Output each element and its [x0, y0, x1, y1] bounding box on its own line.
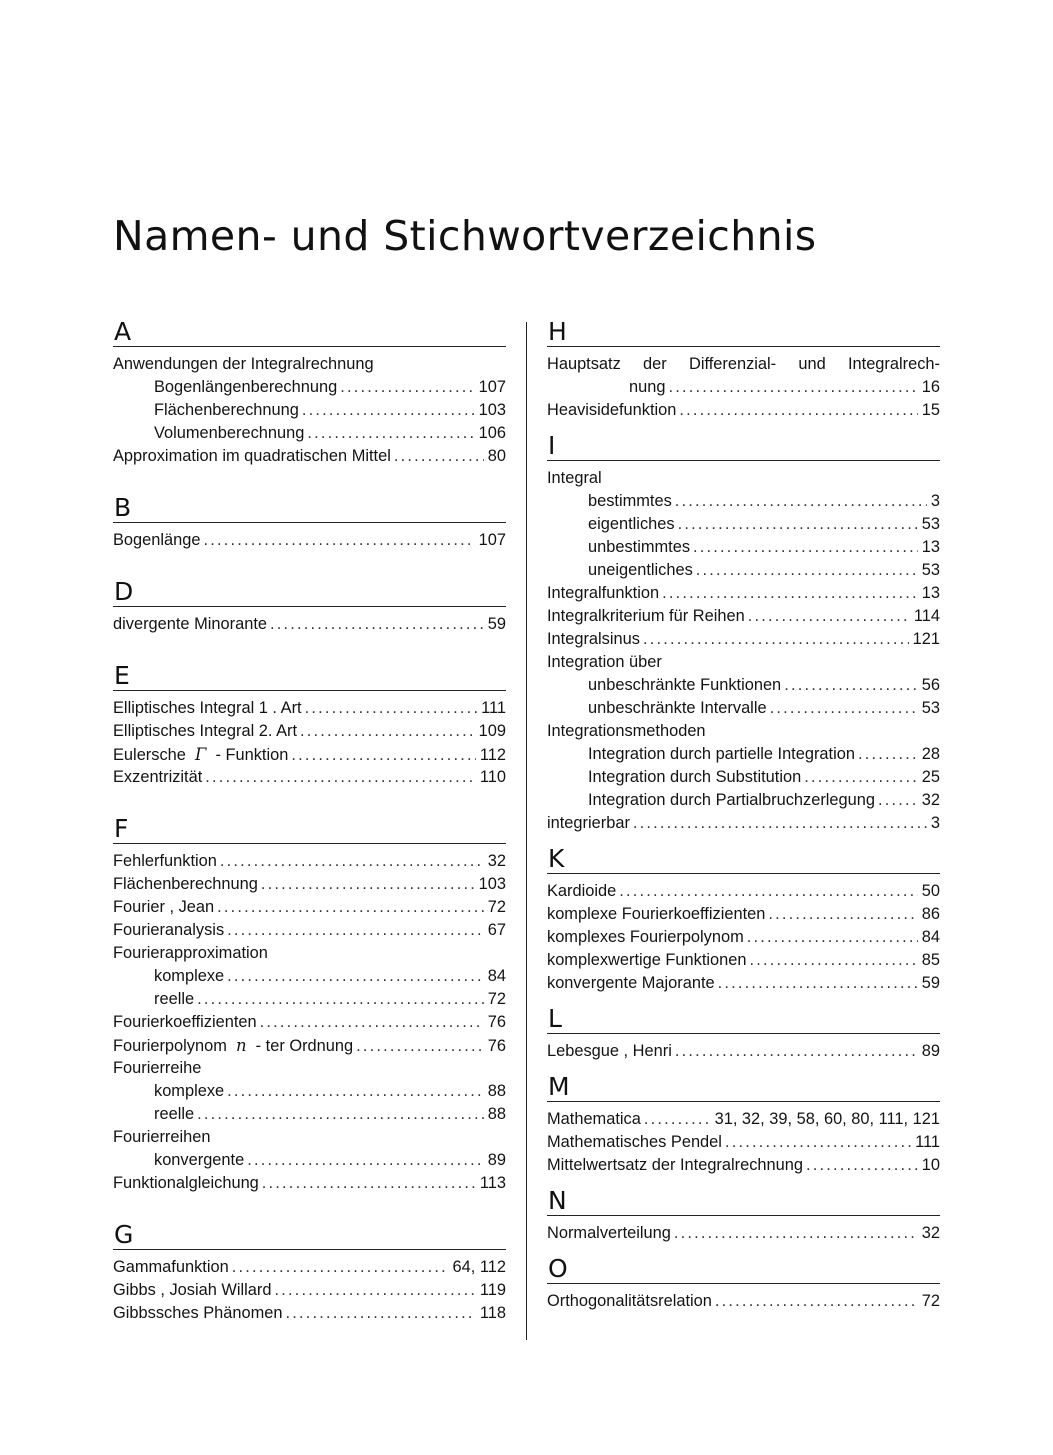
- index-subentry: [113, 376, 506, 399]
- entry-name: Anwendungen der Integralrechnung: [113, 355, 374, 373]
- entry-name: Volumenberechnung: [154, 424, 305, 442]
- index-entry: [113, 850, 506, 873]
- entry-name: Fourieranalysis: [113, 921, 225, 939]
- index-entry: [547, 880, 940, 903]
- entry-name: Flächenberechnung: [113, 875, 258, 893]
- index-entry: [547, 582, 940, 605]
- index-entry: [113, 919, 506, 942]
- entry-name: Integration durch Partialbruchzerlegung: [588, 791, 876, 809]
- leader-dots: [197, 988, 484, 1011]
- entry-page: 50: [921, 882, 940, 900]
- leader-dots: [232, 1256, 449, 1279]
- entry-page: 86: [921, 905, 940, 923]
- index-subentry: [547, 513, 940, 536]
- entry-page: 32: [487, 852, 506, 870]
- entry-page: 28: [921, 745, 940, 763]
- leader-dots: [260, 1011, 484, 1034]
- entry-page: 88: [487, 1105, 506, 1123]
- entry-name: Integration durch Substitution: [588, 768, 802, 786]
- index-subentry: [547, 559, 940, 582]
- index-entry: [547, 467, 940, 490]
- index-column-right: [547, 316, 940, 1313]
- leader-dots: [205, 766, 476, 789]
- index-entry: [113, 1279, 506, 1302]
- entry-page: 10: [921, 1156, 940, 1174]
- index-section-d: [113, 576, 506, 636]
- entry-page: 89: [487, 1151, 506, 1169]
- entry-page: 16: [921, 378, 940, 396]
- entry-page: 25: [921, 768, 940, 786]
- entry-name: komplexes Fourierpolynom: [547, 928, 744, 946]
- gamma-symbol: Γ: [195, 745, 207, 764]
- entry-name: komplexwertige Funktionen: [547, 951, 747, 969]
- section-letter-d: D: [113, 576, 506, 607]
- entry-name: komplexe Fourierkoeffizienten: [547, 905, 766, 923]
- entry-name: Integration über: [547, 653, 662, 671]
- entry-page: 72: [921, 1292, 940, 1310]
- entry-name: nung: [629, 378, 666, 396]
- index-section-o: [547, 1253, 940, 1313]
- entry-name: komplexe: [154, 1082, 225, 1100]
- column-divider: [526, 322, 527, 1340]
- entry-page: 59: [487, 615, 506, 633]
- index-entry: [547, 720, 940, 743]
- index-subentry: [547, 789, 940, 812]
- leader-dots: [858, 743, 918, 766]
- index-entry: [113, 1011, 506, 1034]
- entry-name-part: - Funktion: [215, 746, 289, 764]
- entry-name: komplexe: [154, 967, 225, 985]
- entry-page: 59: [921, 974, 940, 992]
- index-entry: [547, 903, 940, 926]
- entry-page: 119: [479, 1281, 506, 1299]
- leader-dots: [662, 582, 918, 605]
- entry-name: Elliptisches Integral 1 . Art: [113, 699, 302, 717]
- entry-name: Fourierreihe: [113, 1059, 202, 1077]
- leader-dots: [300, 720, 475, 743]
- leader-dots: [197, 1103, 484, 1126]
- entry-page: 107: [478, 531, 506, 549]
- section-letter-f: F: [113, 813, 506, 844]
- index-entry: [113, 353, 506, 376]
- entry-name: Fourierapproximation: [113, 944, 268, 962]
- section-letter-n: N: [547, 1185, 940, 1216]
- entry-name: Funktionalgleichung: [113, 1174, 259, 1192]
- entry-name: Kardioide: [547, 882, 617, 900]
- entry-name-part: Eulersche: [113, 746, 186, 764]
- index-entry: [547, 1290, 940, 1313]
- entry-page: 64, 112: [452, 1258, 506, 1276]
- index-subentry: [113, 399, 506, 422]
- index-entry: [547, 1108, 940, 1131]
- leader-dots: [770, 697, 918, 720]
- leader-dots: [718, 972, 918, 995]
- entry-page: 85: [921, 951, 940, 969]
- entry-name: Heavisidefunktion: [547, 401, 677, 419]
- leader-dots: [394, 445, 484, 468]
- entry-page: 111: [481, 699, 506, 717]
- leader-dots: [675, 490, 927, 513]
- index-section-i: [547, 430, 940, 835]
- leader-dots: [804, 766, 918, 789]
- leader-dots: [678, 513, 918, 536]
- index-entry: [113, 942, 506, 965]
- entry-word: der: [643, 355, 667, 373]
- leader-dots: [270, 613, 484, 636]
- index-subentry: [547, 743, 940, 766]
- index-entry: [547, 605, 940, 628]
- index-subentry: [113, 988, 506, 1011]
- index-entry: [113, 445, 506, 468]
- entry-name: Integral: [547, 469, 602, 487]
- entry-name: unbestimmtes: [588, 538, 691, 556]
- entry-name: Integralsinus: [547, 630, 640, 648]
- entry-page: 13: [921, 584, 940, 602]
- entry-page: 32: [921, 1224, 940, 1242]
- index-subentry: [113, 422, 506, 445]
- leader-dots: [768, 903, 917, 926]
- entry-page: 53: [921, 699, 940, 717]
- entry-word: und: [798, 355, 826, 373]
- entry-name: Gibbssches Phänomen: [113, 1304, 283, 1322]
- entry-name: Fehlerfunktion: [113, 852, 217, 870]
- index-subentry: [113, 1149, 506, 1172]
- section-letter-h: H: [547, 316, 940, 347]
- index-subentry: [547, 536, 940, 559]
- leader-dots: [302, 399, 475, 422]
- leader-dots: [619, 880, 918, 903]
- entry-name: eigentliches: [588, 515, 675, 533]
- entry-page: 72: [487, 898, 506, 916]
- leader-dots: [750, 949, 918, 972]
- index-entry: [113, 1126, 506, 1149]
- leader-dots: [747, 926, 918, 949]
- leader-dots: [305, 697, 477, 720]
- index-section-g: [113, 1219, 506, 1325]
- index-section-h: [547, 316, 940, 422]
- entry-name: Fourierkoeffizienten: [113, 1013, 257, 1031]
- leader-dots: [217, 896, 484, 919]
- section-letter-a: A: [113, 316, 506, 347]
- leader-dots: [204, 529, 475, 552]
- leader-dots: [643, 628, 909, 651]
- index-entry: [547, 972, 940, 995]
- index-section-k: [547, 843, 940, 995]
- entry-page: 53: [921, 561, 940, 579]
- index-entry: [547, 628, 940, 651]
- leader-dots: [693, 536, 918, 559]
- section-letter-k: K: [547, 843, 940, 874]
- entry-page: 3: [930, 814, 940, 832]
- section-letter-e: E: [113, 660, 506, 691]
- index-entry: [547, 1131, 940, 1154]
- index-entry: [113, 743, 506, 766]
- leader-dots: [679, 399, 917, 422]
- index-entry: [113, 1302, 506, 1325]
- entry-name: reelle: [154, 990, 195, 1008]
- leader-dots: [227, 919, 484, 942]
- index-entry: [113, 1172, 506, 1195]
- leader-dots: [878, 789, 918, 812]
- index-subentry: [547, 674, 940, 697]
- entry-name: Integration durch partielle Integration: [588, 745, 855, 763]
- entry-page: 113: [479, 1174, 506, 1192]
- entry-page: 72: [487, 990, 506, 1008]
- index-entry: [113, 896, 506, 919]
- entry-name: konvergente: [154, 1151, 245, 1169]
- index-section-f: [113, 813, 506, 1195]
- leader-dots: [668, 376, 917, 399]
- entry-name: Integralfunktion: [547, 584, 660, 602]
- entry-name: uneigentliches: [588, 561, 693, 579]
- page-title: Namen- und Stichwortverzeichnis: [113, 212, 817, 260]
- leader-dots: [227, 965, 484, 988]
- leader-dots: [696, 559, 918, 582]
- entry-name: Mathematica: [547, 1110, 641, 1128]
- index-entry: [113, 873, 506, 896]
- index-entry: [113, 613, 506, 636]
- leader-dots: [340, 376, 474, 399]
- leader-dots: [674, 1222, 918, 1245]
- entry-page: 109: [478, 722, 506, 740]
- entry-page: 121: [912, 630, 940, 648]
- index-entry: [113, 766, 506, 789]
- section-letter-g: G: [113, 1219, 506, 1250]
- entry-name: divergente Minorante: [113, 615, 267, 633]
- section-letter-b: B: [113, 492, 506, 523]
- leader-dots: [220, 850, 484, 873]
- entry-page: 103: [478, 401, 506, 419]
- index-subentry: [113, 965, 506, 988]
- index-subentry: [547, 490, 940, 513]
- entry-page: 89: [921, 1042, 940, 1060]
- index-subentry: [547, 766, 940, 789]
- entry-name: [113, 1034, 353, 1058]
- entry-page: 84: [921, 928, 940, 946]
- entry-name: Bogenlänge: [113, 531, 201, 549]
- leader-dots: [784, 674, 918, 697]
- entry-name: Normalverteilung: [547, 1224, 671, 1242]
- index-subentry: [547, 697, 940, 720]
- entry-page: 13: [921, 538, 940, 556]
- index-entry: [547, 1222, 940, 1245]
- entry-page: 103: [478, 875, 506, 893]
- leader-dots: [275, 1279, 476, 1302]
- entry-name: integrierbar: [547, 814, 630, 832]
- entry-word: Integralrech-: [847, 355, 940, 373]
- entry-name-part: - ter Ordnung: [255, 1037, 354, 1055]
- leader-dots: [675, 1040, 918, 1063]
- index-entry: [547, 1154, 940, 1177]
- index-entry: [113, 1034, 506, 1057]
- leader-dots: [725, 1131, 911, 1154]
- index-section-m: [547, 1071, 940, 1177]
- entry-page: 15: [921, 401, 940, 419]
- entry-page: 84: [487, 967, 506, 985]
- leader-dots: [806, 1154, 918, 1177]
- entry-name: Fourier , Jean: [113, 898, 215, 916]
- entry-name: Integrationsmethoden: [547, 722, 706, 740]
- leader-dots: [261, 873, 475, 896]
- index-subentry: [113, 1103, 506, 1126]
- index-entry: [547, 399, 940, 422]
- index-subentry: [113, 1080, 506, 1103]
- entry-page: 76: [487, 1013, 506, 1031]
- index-entry: [547, 651, 940, 674]
- entry-name: Mittelwertsatz der Integralrechnung: [547, 1156, 803, 1174]
- entry-name: Exzentrizität: [113, 768, 203, 786]
- entry-page: 80: [487, 447, 506, 465]
- entry-name: [113, 743, 288, 767]
- entry-name: Flächenberechnung: [154, 401, 299, 419]
- index-entry: [547, 812, 940, 835]
- entry-page: 111: [915, 1133, 940, 1151]
- section-letter-o: O: [547, 1253, 940, 1284]
- entry-name: reelle: [154, 1105, 195, 1123]
- index-entry: [547, 949, 940, 972]
- entry-page: 88: [487, 1082, 506, 1100]
- leader-dots: [247, 1149, 484, 1172]
- entry-name: Lebesgue , Henri: [547, 1042, 672, 1060]
- index-column-left: [113, 316, 506, 1325]
- entry-word: Differenzial-: [688, 355, 777, 373]
- leader-dots: [748, 605, 910, 628]
- entry-page: 118: [479, 1304, 506, 1322]
- n-symbol: n: [235, 1036, 247, 1055]
- entry-name: bestimmtes: [588, 492, 672, 510]
- index-section-l: [547, 1003, 940, 1063]
- entry-page: 76: [487, 1037, 506, 1055]
- entry-name: Mathematisches Pendel: [547, 1133, 722, 1151]
- entry-page: 3: [930, 492, 940, 510]
- entry-page: 56: [921, 676, 940, 694]
- entry-name: Gammafunktion: [113, 1258, 229, 1276]
- entry-page: 31, 32, 39, 58, 60, 80, 111, 121: [714, 1110, 940, 1128]
- index-section-a: [113, 316, 506, 468]
- section-letter-m: M: [547, 1071, 940, 1102]
- entry-name: konvergente Majorante: [547, 974, 715, 992]
- index-entry: [113, 697, 506, 720]
- leader-dots: [291, 744, 475, 767]
- leader-dots: [285, 1302, 475, 1325]
- entry-name: unbeschränkte Intervalle: [588, 699, 767, 717]
- index-entry-line: [547, 353, 940, 376]
- entry-name: Orthogonalitätsrelation: [547, 1292, 712, 1310]
- index-entry: [547, 926, 940, 949]
- entry-page: 67: [487, 921, 506, 939]
- entry-name: Fourierreihen: [113, 1128, 211, 1146]
- entry-name: Elliptisches Integral 2. Art: [113, 722, 298, 740]
- entry-word: Hauptsatz: [547, 355, 621, 373]
- entry-page: 114: [913, 607, 940, 625]
- leader-dots: [307, 422, 474, 445]
- leader-dots: [644, 1108, 712, 1131]
- index-entry: [113, 720, 506, 743]
- index-entry: [547, 1040, 940, 1063]
- leader-dots: [715, 1290, 918, 1313]
- entry-name: Bogenlängenberechnung: [154, 378, 338, 396]
- leader-dots: [227, 1080, 484, 1103]
- entry-page: 106: [478, 424, 506, 442]
- index-section-b: [113, 492, 506, 552]
- section-letter-i: I: [547, 430, 940, 461]
- entry-name-part: Fourierpolynom: [113, 1037, 227, 1055]
- entry-name: Integralkriterium für Reihen: [547, 607, 745, 625]
- index-entry: [113, 1057, 506, 1080]
- index-entry: [113, 1256, 506, 1279]
- entry-name: unbeschränkte Funktionen: [588, 676, 782, 694]
- entry-name: Approximation im quadratischen Mittel: [113, 447, 391, 465]
- index-entry-continuation: [547, 376, 940, 399]
- entry-page: 112: [479, 746, 506, 764]
- entry-page: 107: [478, 378, 506, 396]
- section-letter-l: L: [547, 1003, 940, 1034]
- leader-dots: [633, 812, 927, 835]
- index-section-n: [547, 1185, 940, 1245]
- leader-dots: [262, 1172, 476, 1195]
- index-entry: [113, 529, 506, 552]
- leader-dots: [356, 1035, 484, 1058]
- entry-name: Gibbs , Josiah Willard: [113, 1281, 272, 1299]
- entry-page: 110: [479, 768, 506, 786]
- entry-page: 53: [921, 515, 940, 533]
- index-section-e: [113, 660, 506, 789]
- entry-page: 32: [921, 791, 940, 809]
